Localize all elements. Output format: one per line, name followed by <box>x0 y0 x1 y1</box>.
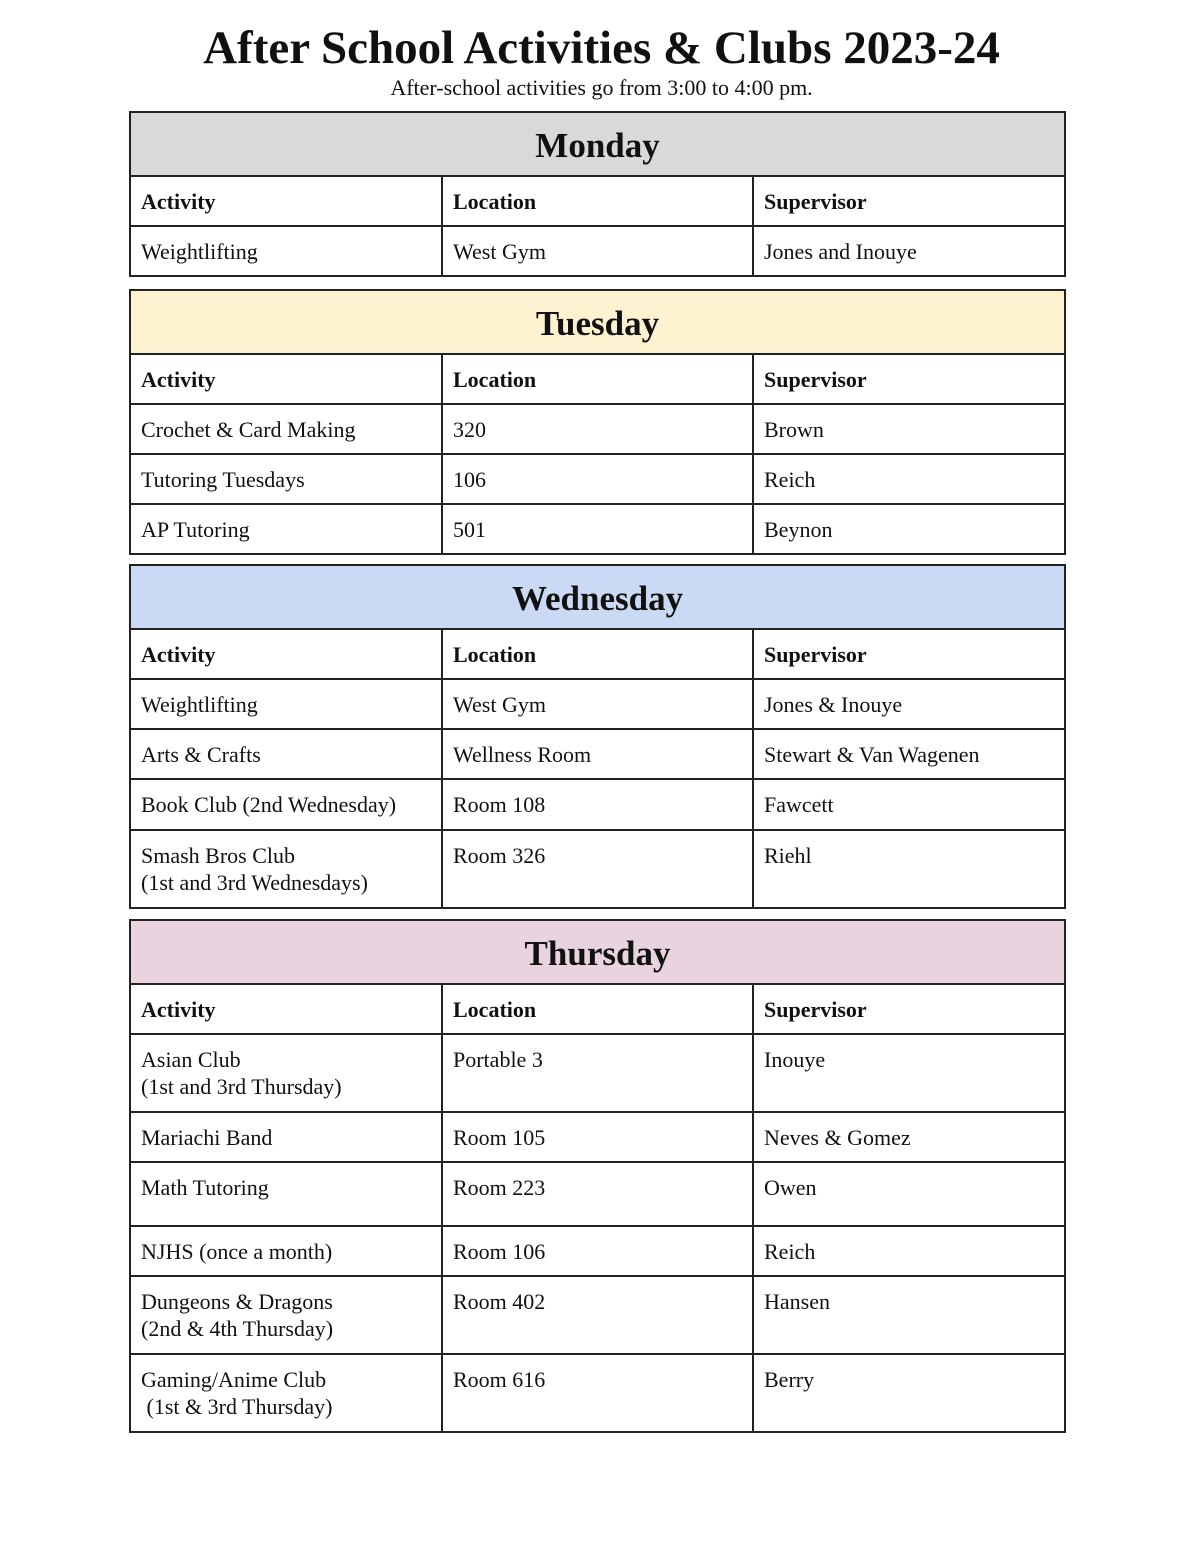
table-row <box>130 830 1065 908</box>
supervisor-cell: Berry <box>753 1354 1065 1432</box>
supervisor-cell: Reich <box>753 454 1065 504</box>
col-header-location: Location <box>442 354 753 404</box>
table-row <box>130 1112 1065 1162</box>
col-header-activity: Activity <box>130 629 442 679</box>
col-header-supervisor: Supervisor <box>753 176 1065 226</box>
location-cell: West Gym <box>442 226 753 276</box>
activity-cell: Book Club (2nd Wednesday) <box>130 779 442 830</box>
activity-cell: Crochet & Card Making <box>130 404 442 454</box>
activity-cell: Dungeons & Dragons (2nd & 4th Thursday) <box>130 1276 442 1354</box>
table-row <box>130 404 1065 454</box>
day-table-thursday <box>129 919 1064 1433</box>
supervisor-cell: Riehl <box>753 830 1065 908</box>
col-header-activity: Activity <box>130 354 442 404</box>
day-heading-thursday: Thursday <box>130 920 1065 984</box>
supervisor-cell: Jones and Inouye <box>753 226 1065 276</box>
location-cell: Room 616 <box>442 1354 753 1432</box>
location-cell: Room 106 <box>442 1226 753 1276</box>
location-cell: 320 <box>442 404 753 454</box>
table-row <box>130 729 1065 779</box>
page-subtitle: After-school activities go from 3:00 to 4:00 pm. <box>390 75 813 100</box>
supervisor-cell: Jones & Inouye <box>753 679 1065 729</box>
activity-cell: Gaming/Anime Club (1st & 3rd Thursday) <box>130 1354 442 1432</box>
activity-cell: Mariachi Band <box>130 1112 442 1162</box>
table-row <box>130 1034 1065 1112</box>
col-header-activity: Activity <box>130 176 442 226</box>
table-row <box>130 679 1065 729</box>
activity-cell: Smash Bros Club (1st and 3rd Wednesdays) <box>130 830 442 908</box>
table-row <box>130 1226 1065 1276</box>
supervisor-cell: Beynon <box>753 504 1065 554</box>
page-title: After School Activities & Clubs 2023-24 <box>203 22 1000 74</box>
col-header-supervisor: Supervisor <box>753 629 1065 679</box>
supervisor-cell: Brown <box>753 404 1065 454</box>
location-cell: Room 326 <box>442 830 753 908</box>
activity-cell: NJHS (once a month) <box>130 1226 442 1276</box>
location-cell: West Gym <box>442 679 753 729</box>
activity-cell: Weightlifting <box>130 679 442 729</box>
day-heading-tuesday: Tuesday <box>130 290 1065 354</box>
location-cell: Room 223 <box>442 1162 753 1226</box>
location-cell: Portable 3 <box>442 1034 753 1112</box>
supervisor-cell: Hansen <box>753 1276 1065 1354</box>
supervisor-cell: Fawcett <box>753 779 1065 830</box>
day-heading-wednesday: Wednesday <box>130 565 1065 629</box>
supervisor-cell: Neves & Gomez <box>753 1112 1065 1162</box>
col-header-location: Location <box>442 176 753 226</box>
activity-cell: Asian Club (1st and 3rd Thursday) <box>130 1034 442 1112</box>
location-cell: 501 <box>442 504 753 554</box>
col-header-location: Location <box>442 629 753 679</box>
table-row <box>130 504 1065 554</box>
location-cell: 106 <box>442 454 753 504</box>
activity-cell: Arts & Crafts <box>130 729 442 779</box>
location-cell: Room 108 <box>442 779 753 830</box>
day-table-tuesday <box>129 289 1064 555</box>
day-table-monday <box>129 111 1064 277</box>
table-row <box>130 1354 1065 1432</box>
col-header-activity: Activity <box>130 984 442 1034</box>
activity-cell: Math Tutoring <box>130 1162 442 1226</box>
activity-cell: Weightlifting <box>130 226 442 276</box>
location-cell: Wellness Room <box>442 729 753 779</box>
location-cell: Room 402 <box>442 1276 753 1354</box>
col-header-supervisor: Supervisor <box>753 354 1065 404</box>
activity-cell: AP Tutoring <box>130 504 442 554</box>
supervisor-cell: Stewart & Van Wagenen <box>753 729 1065 779</box>
day-heading-monday: Monday <box>130 112 1065 176</box>
table-row <box>130 779 1065 830</box>
activity-cell: Tutoring Tuesdays <box>130 454 442 504</box>
table-row <box>130 1276 1065 1354</box>
table-row <box>130 1162 1065 1226</box>
supervisor-cell: Inouye <box>753 1034 1065 1112</box>
col-header-location: Location <box>442 984 753 1034</box>
supervisor-cell: Reich <box>753 1226 1065 1276</box>
table-row <box>130 454 1065 504</box>
day-table-wednesday <box>129 564 1064 909</box>
table-row <box>130 226 1065 276</box>
location-cell: Room 105 <box>442 1112 753 1162</box>
supervisor-cell: Owen <box>753 1162 1065 1226</box>
col-header-supervisor: Supervisor <box>753 984 1065 1034</box>
